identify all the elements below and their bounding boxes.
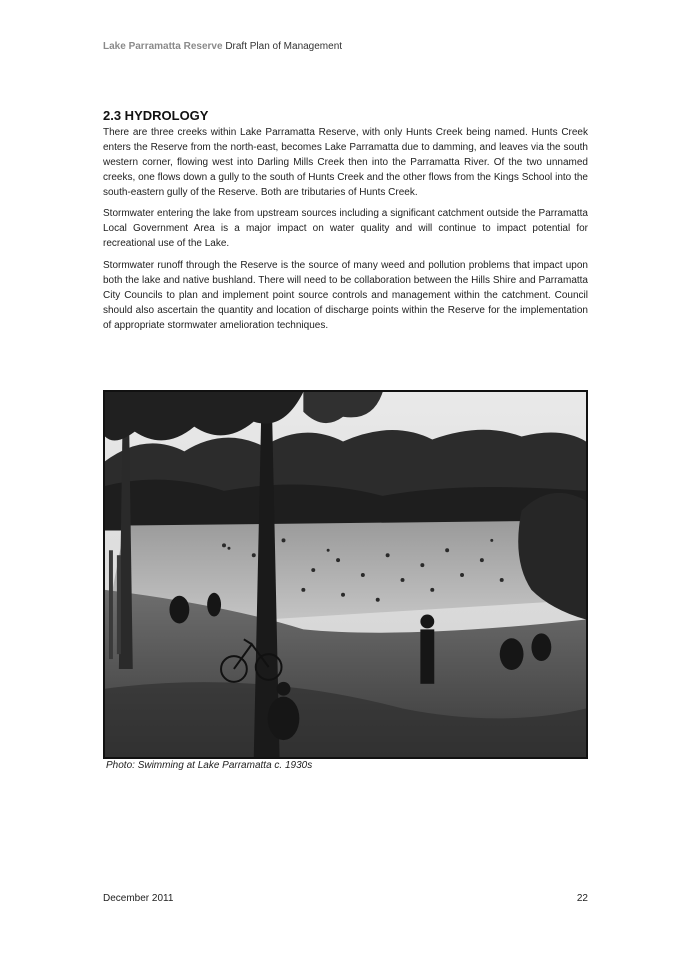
- paragraph-creeks: There are three creeks within Lake Parramatta Reserve, with only Hunts Creek being named. Hunts Creek enters the Reserve from the north-east, becomes Lake Parramatta due to damming, and leaves via the south western corner, flowing west into Darling Mills Creek then into the Parramatta River. Of the two unnamed creeks, one flows down a gully to the south of Hunts Creek and the other flows from the Kings School into the south-eastern gully of the Reserve. Both are tributaries of Hunts Creek.: [103, 127, 588, 198]
- header-doc-title: Draft Plan of Management: [225, 41, 343, 52]
- footer-date: December 2011: [103, 893, 174, 904]
- page-number: 22: [576, 893, 588, 904]
- header-reserve-name: Lake Parramatta Reserve: [103, 41, 223, 52]
- running-header: [103, 41, 342, 52]
- historic-photo: [103, 390, 588, 759]
- photo-illustration: [105, 392, 586, 757]
- section-title: 2.3 HYDROLOGY: [103, 108, 209, 123]
- photo-caption: Photo: Swimming at Lake Parramatta c. 1930s: [106, 760, 313, 771]
- paragraph-stormwater-entering: Stormwater entering the lake from upstream sources including a significant catchment outside the Parramatta Local Government Area is a major impact on water quality and will continue to impact potential for recreational use of the Lake.: [103, 208, 588, 249]
- paragraph-stormwater-runoff: Stormwater runoff through the Reserve is the source of many weed and pollution problems that impact upon both the lake and native bushland. There will need to be collaboration between the Hills Shire and Parramatta City Councils to plan and implement point source controls and management within the catchment. Council should also ascertain the quantity and location of discharge points within the Reserve for the implementation of appropriate stormwater amelioration techniques.: [103, 260, 588, 331]
